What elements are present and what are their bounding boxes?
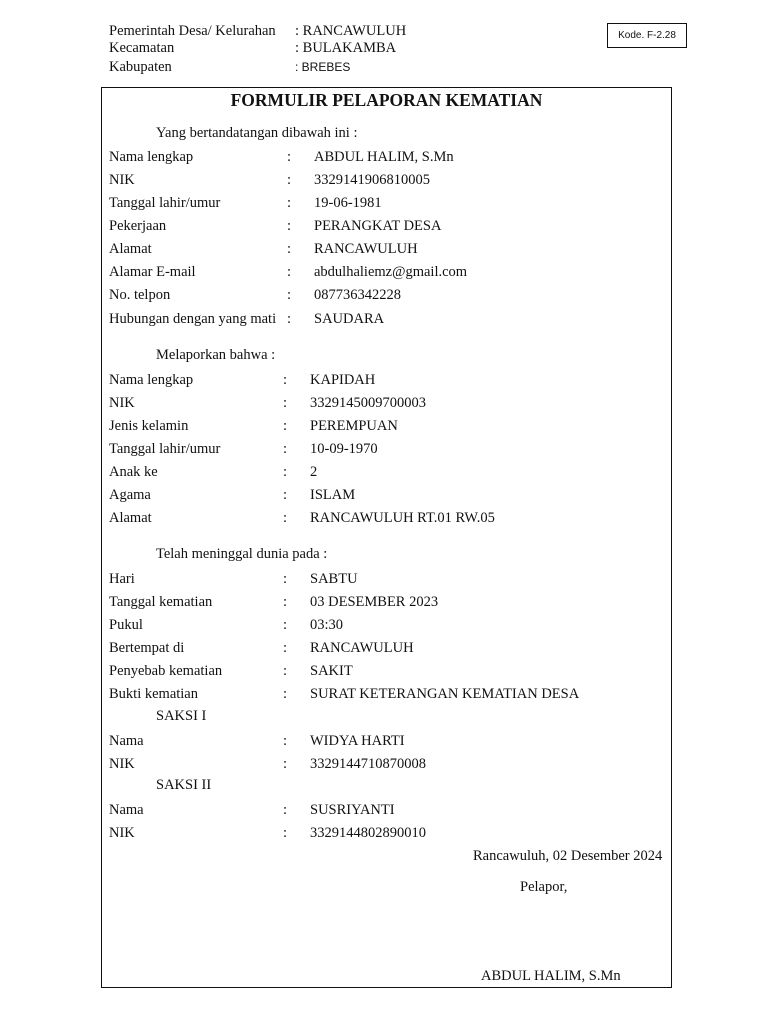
field-label: Nama [109, 802, 144, 818]
field-value: RANCAWULUH RT.01 RW.05 [310, 510, 495, 526]
field-colon: : [287, 287, 292, 303]
deceased-field-row [109, 393, 669, 413]
field-value: 19-06-1981 [314, 195, 382, 211]
field-value: SURAT KETERANGAN KEMATIAN DESA [310, 686, 580, 702]
field-colon: : [283, 395, 288, 411]
field-label: Anak ke [109, 464, 158, 480]
field-value: PEREMPUAN [310, 418, 398, 434]
field-label: Tanggal kematian [109, 594, 213, 610]
header-value: : BREBES [295, 60, 351, 74]
reporter-intro: Yang bertandatangan dibawah ini : [156, 125, 358, 141]
field-label: Jenis kelamin [109, 418, 189, 434]
field-colon: : [283, 487, 288, 503]
header-label: Kabupaten [109, 59, 172, 75]
field-colon: : [287, 264, 292, 280]
reporter-field-row [109, 193, 669, 213]
death-field-row [109, 615, 669, 635]
field-value: abdulhaliemz@gmail.com [314, 264, 468, 280]
field-colon: : [287, 195, 292, 211]
field-label: Pekerjaan [109, 218, 167, 234]
field-colon: : [287, 241, 292, 257]
death-field-row [109, 569, 669, 589]
deceased-field-row [109, 439, 669, 459]
field-label: Hubungan dengan yang mati [109, 311, 277, 327]
field-label: Alamat [109, 510, 152, 526]
witness1-field-row [109, 731, 669, 751]
page-title: FORMULIR PELAPORAN KEMATIAN [230, 90, 543, 110]
field-value: PERANGKAT DESA [314, 218, 442, 234]
field-colon: : [283, 441, 288, 457]
form-code-box: Kode. F-2.28 [607, 23, 687, 48]
field-label: Agama [109, 487, 151, 503]
witness1-field-row [109, 754, 669, 774]
field-value: 2 [310, 464, 318, 480]
field-colon: : [283, 510, 288, 526]
field-label: Alamar E-mail [109, 264, 196, 280]
field-label: Bertempat di [109, 640, 185, 656]
death-field-row [109, 638, 669, 658]
field-label: Hari [109, 571, 135, 587]
field-label: No. telpon [109, 287, 171, 303]
field-colon: : [283, 825, 288, 841]
deceased-field-row [109, 416, 669, 436]
field-label: Bukti kematian [109, 686, 198, 702]
field-value: 3329141906810005 [314, 172, 430, 188]
field-value: 03 DESEMBER 2023 [310, 594, 439, 610]
reporter-role: Pelapor, [520, 879, 568, 895]
field-label: NIK [109, 172, 135, 188]
field-colon: : [283, 686, 288, 702]
header-label: Kecamatan [109, 40, 175, 56]
reporter-field-row [109, 239, 669, 259]
header-value: : BULAKAMBA [295, 40, 397, 56]
field-value: ISLAM [310, 487, 356, 503]
witness2-field-row [109, 800, 669, 820]
field-label: NIK [109, 825, 135, 841]
field-value: SAUDARA [314, 311, 385, 327]
field-value: 3329144802890010 [310, 825, 426, 841]
field-value: ABDUL HALIM, S.Mn [314, 149, 454, 165]
place-date: Rancawuluh, 02 Desember 2024 [473, 848, 663, 864]
death-intro: Telah meninggal dunia pada : [156, 546, 328, 562]
field-value: RANCAWULUH [314, 241, 418, 257]
field-colon: : [283, 464, 288, 480]
field-colon: : [283, 571, 288, 587]
header-label: Pemerintah Desa/ Kelurahan [109, 23, 276, 39]
field-label: Nama [109, 733, 144, 749]
death-field-row [109, 592, 669, 612]
field-value: KAPIDAH [310, 372, 376, 388]
field-colon: : [283, 418, 288, 434]
field-value: SAKIT [310, 663, 353, 679]
reporter-field-row [109, 216, 669, 236]
deceased-field-row [109, 485, 669, 505]
field-colon: : [287, 218, 292, 234]
reporter-field-row [109, 170, 669, 190]
deceased-field-row [109, 462, 669, 482]
field-label: Tanggal lahir/umur [109, 441, 221, 457]
field-value: SUSRIYANTI [310, 802, 395, 818]
field-label: NIK [109, 756, 135, 772]
field-value: RANCAWULUH [310, 640, 414, 656]
reporter-field-row [109, 309, 669, 329]
death-field-row [109, 684, 669, 704]
field-colon: : [283, 617, 288, 633]
deceased-field-row [109, 370, 669, 390]
field-colon: : [283, 640, 288, 656]
field-colon: : [283, 594, 288, 610]
field-colon: : [283, 663, 288, 679]
field-label: Nama lengkap [109, 372, 194, 388]
field-label: Pukul [109, 617, 143, 633]
field-colon: : [283, 756, 288, 772]
witness2-field-row [109, 823, 669, 843]
field-value: SABTU [310, 571, 358, 587]
reporter-field-row [109, 262, 669, 282]
signer-name: ABDUL HALIM, S.Mn [481, 968, 621, 984]
field-colon: : [287, 311, 292, 327]
field-label: Penyebab kematian [109, 663, 223, 679]
field-value: 3329145009700003 [310, 395, 426, 411]
death-field-row [109, 661, 669, 681]
header-value: : RANCAWULUH [295, 23, 407, 39]
field-colon: : [283, 802, 288, 818]
field-colon: : [283, 372, 288, 388]
witness2-heading: SAKSI II [156, 777, 212, 793]
field-label: Alamat [109, 241, 152, 257]
field-value: WIDYA HARTI [310, 733, 405, 749]
reporter-field-row [109, 147, 669, 167]
reporter-field-row [109, 285, 669, 305]
witness1-heading: SAKSI I [156, 708, 207, 724]
field-colon: : [287, 149, 292, 165]
field-value: 03:30 [310, 617, 344, 633]
deceased-field-row [109, 508, 669, 528]
field-colon: : [283, 733, 288, 749]
field-colon: : [287, 172, 292, 188]
deceased-intro: Melaporkan bahwa : [156, 347, 276, 363]
field-value: 10-09-1970 [310, 441, 378, 457]
field-label: Nama lengkap [109, 149, 194, 165]
field-value: 3329144710870008 [310, 756, 426, 772]
field-label: Tanggal lahir/umur [109, 195, 221, 211]
field-value: 087736342228 [314, 287, 401, 303]
field-label: NIK [109, 395, 135, 411]
